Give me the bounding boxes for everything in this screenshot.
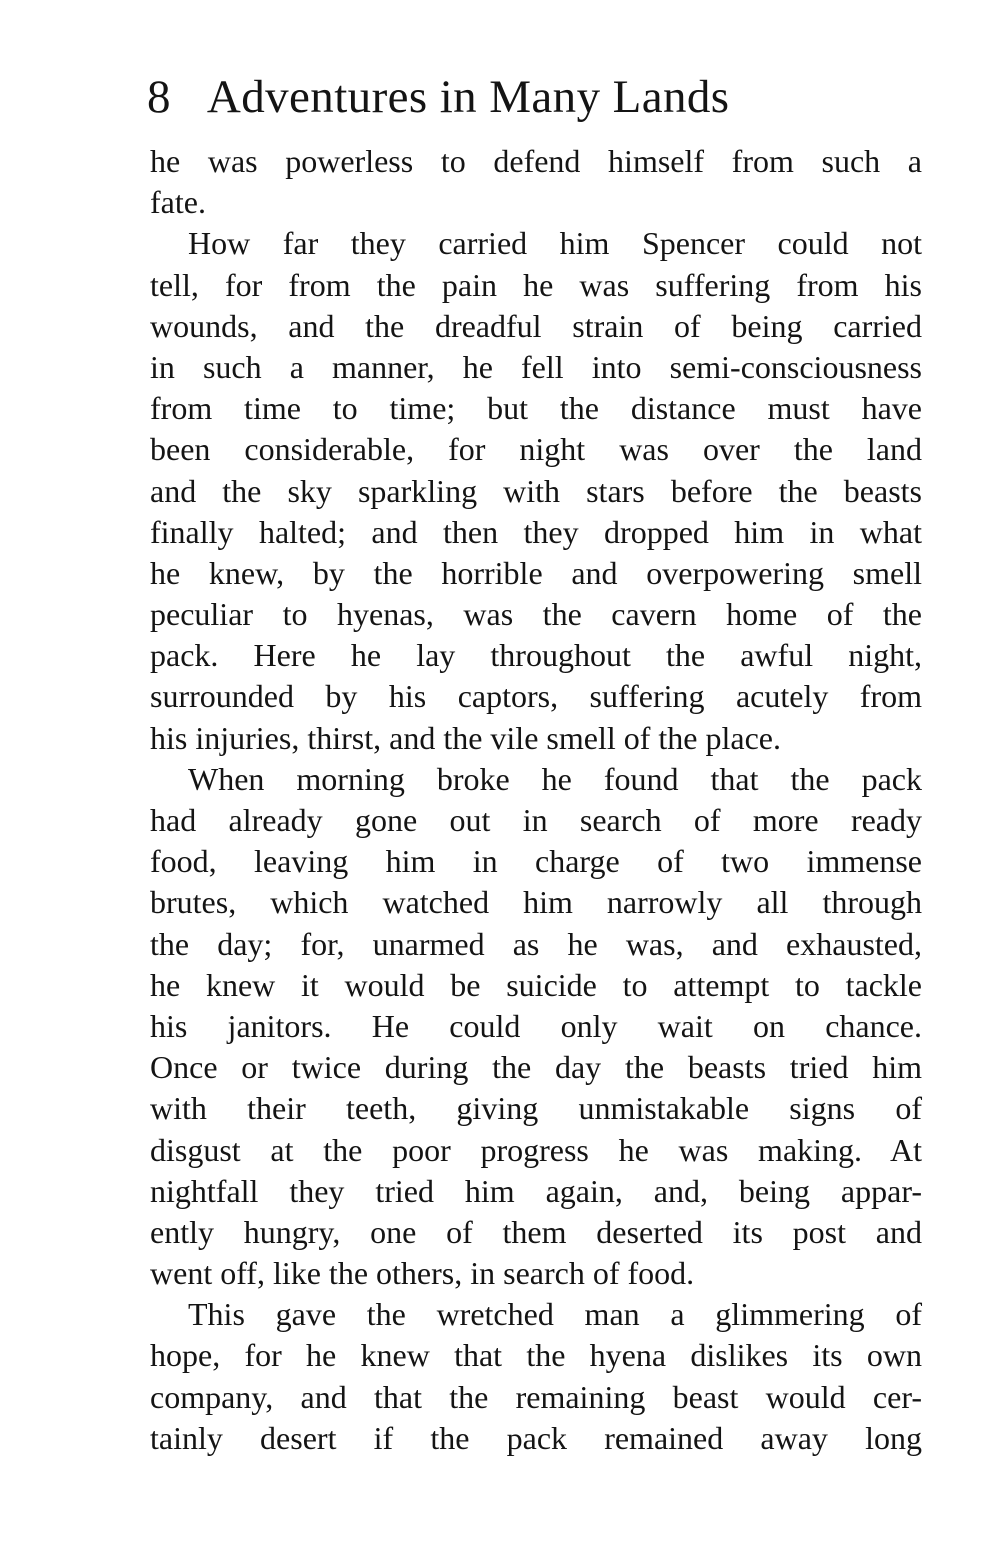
text-line: the day; for, unarmed as he was, and exhausted, <box>150 925 922 962</box>
text-line: he knew, by the horrible and overpowering smell <box>150 554 922 591</box>
text-line: from time to time; but the distance must have <box>150 390 922 427</box>
text-line: hope, for he knew that the hyena dislikes its own <box>150 1337 922 1374</box>
text-line: with their teeth, giving unmistakable signs of <box>150 1090 922 1127</box>
text-line: Once or twice during the day the beasts tried him <box>150 1049 922 1086</box>
text-line: in such a manner, he fell into semi-consciousness <box>150 348 922 385</box>
text-line: tainly desert if the pack remained away long <box>150 1419 922 1456</box>
text-line: tell, for from the pain he was suffering from his <box>150 266 922 303</box>
text-line: fate. <box>150 184 206 221</box>
text-line: finally halted; and then they dropped him in what <box>150 513 922 550</box>
text-line: pack. Here he lay throughout the awful night, <box>150 637 922 674</box>
text-line: ently hungry, one of them deserted its post and <box>150 1213 922 1250</box>
text-line: and the sky sparkling with stars before the beasts <box>150 472 922 509</box>
text-line: When morning broke he found that the pack <box>188 760 922 797</box>
text-line: went off, like the others, in search of food. <box>150 1255 695 1292</box>
text-line: he knew it would be suicide to attempt to tackle <box>150 966 922 1003</box>
page-number: 8 <box>147 71 171 123</box>
text-line: his janitors. He could only wait on chance. <box>150 1007 922 1044</box>
text-line: disgust at the poor progress he was making. At <box>150 1131 922 1168</box>
text-line: had already gone out in search of more ready <box>150 802 922 838</box>
text-line: wounds, and the dreadful strain of being carried <box>150 307 922 344</box>
text-line: How far they carried him Spencer could not <box>188 225 922 262</box>
text-line: company, and that the remaining beast would cer- <box>150 1378 922 1415</box>
text-line: his injuries, thirst, and the vile smell of the place. <box>150 719 781 756</box>
running-title: Adventures in Many Lands <box>206 71 730 123</box>
text-line: been considerable, for night was over the land <box>150 431 922 468</box>
text-line: nightfall they tried him again, and, being appar- <box>150 1172 922 1209</box>
text-line: brutes, which watched him narrowly all through <box>150 884 922 921</box>
text-line: food, leaving him in charge of two immense <box>150 843 922 880</box>
running-header <box>147 62 907 132</box>
text-line: he was powerless to defend himself from such a <box>150 143 922 179</box>
text-line: surrounded by his captors, suffering acutely from <box>150 678 922 715</box>
body-text <box>150 141 922 1459</box>
text-line: peculiar to hyenas, was the cavern home of the <box>150 596 922 633</box>
text-line: This gave the wretched man a glimmering of <box>188 1296 922 1333</box>
